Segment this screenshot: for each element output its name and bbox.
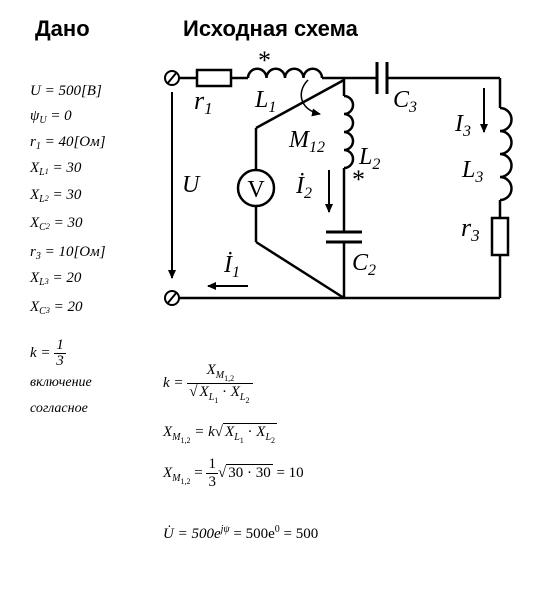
inductor-l3	[500, 108, 512, 200]
capacitor-c3	[377, 62, 387, 94]
given-u: U = 500[B]	[30, 83, 102, 99]
label-l3: $L_3$	[462, 157, 484, 186]
label-m12: $M_{12}$	[289, 127, 325, 156]
terminal-bottom	[165, 291, 179, 305]
formula-xm-expression: $X_{M_{1,2}} = k√$ $X_{L_1} \cdot X_{L_2}$	[163, 424, 275, 445]
formula-k-definition: k = $\frac{X_{M_{1,2}}}{√ X_{L_1} \cdot X_{L_2}}$	[163, 362, 253, 405]
label-i1: $İ_1$	[224, 252, 240, 281]
given-psi: $\psi_U = 0$	[30, 108, 72, 126]
resistor-r1	[197, 70, 231, 86]
label-i2: $İ_2$	[296, 173, 312, 202]
label-i3: $I_3$	[455, 111, 471, 140]
label-c2: $C_2$	[352, 250, 377, 279]
voltmeter-lead-bottom	[256, 242, 344, 298]
given-header: Дано	[35, 16, 90, 41]
inductor-l2	[344, 96, 353, 168]
resistor-r3	[492, 218, 508, 255]
formula-xm-value: $X_{M_{1,2}}$ = $\frac{1}{3}$ √ 30 · 30 = 10	[163, 456, 304, 490]
given-r3: $r_3 = 10[Ом]$	[30, 244, 106, 262]
label-r3: r3	[461, 213, 480, 245]
given-connection-word2: согласное	[30, 401, 88, 416]
given-k: k = $\frac{1}{3}$	[30, 337, 64, 369]
label-l1: $L_1$	[255, 87, 277, 116]
label-r1: r1	[194, 86, 213, 118]
formula-u-complex: U̇ = $500e^{j\psi} = 500e^0 = 500$	[163, 524, 319, 542]
label-l2: $L_2$	[359, 144, 381, 173]
capacitor-c2	[326, 232, 362, 242]
terminal-top	[165, 71, 179, 85]
given-connection-word1: включение	[30, 375, 92, 390]
given-r1: $r_1 = 40[Ом]$	[30, 134, 106, 152]
given-xc3: $X_C3 = 20$	[30, 299, 83, 317]
star-l2: *	[352, 165, 365, 194]
voltmeter-label: V	[247, 177, 265, 203]
label-u: U	[182, 172, 200, 198]
star-l1: *	[258, 46, 271, 75]
scheme-header: Исходная схема	[183, 16, 358, 41]
given-xl2: $X_L2 = 30$	[30, 187, 82, 205]
given-xl1: $X_L1 = 30$	[30, 160, 82, 178]
given-xl3: $X_L3 = 20$	[30, 270, 82, 288]
given-xc2: $X_C2 = 30$	[30, 215, 83, 233]
label-c3: $C_3$	[393, 87, 418, 116]
